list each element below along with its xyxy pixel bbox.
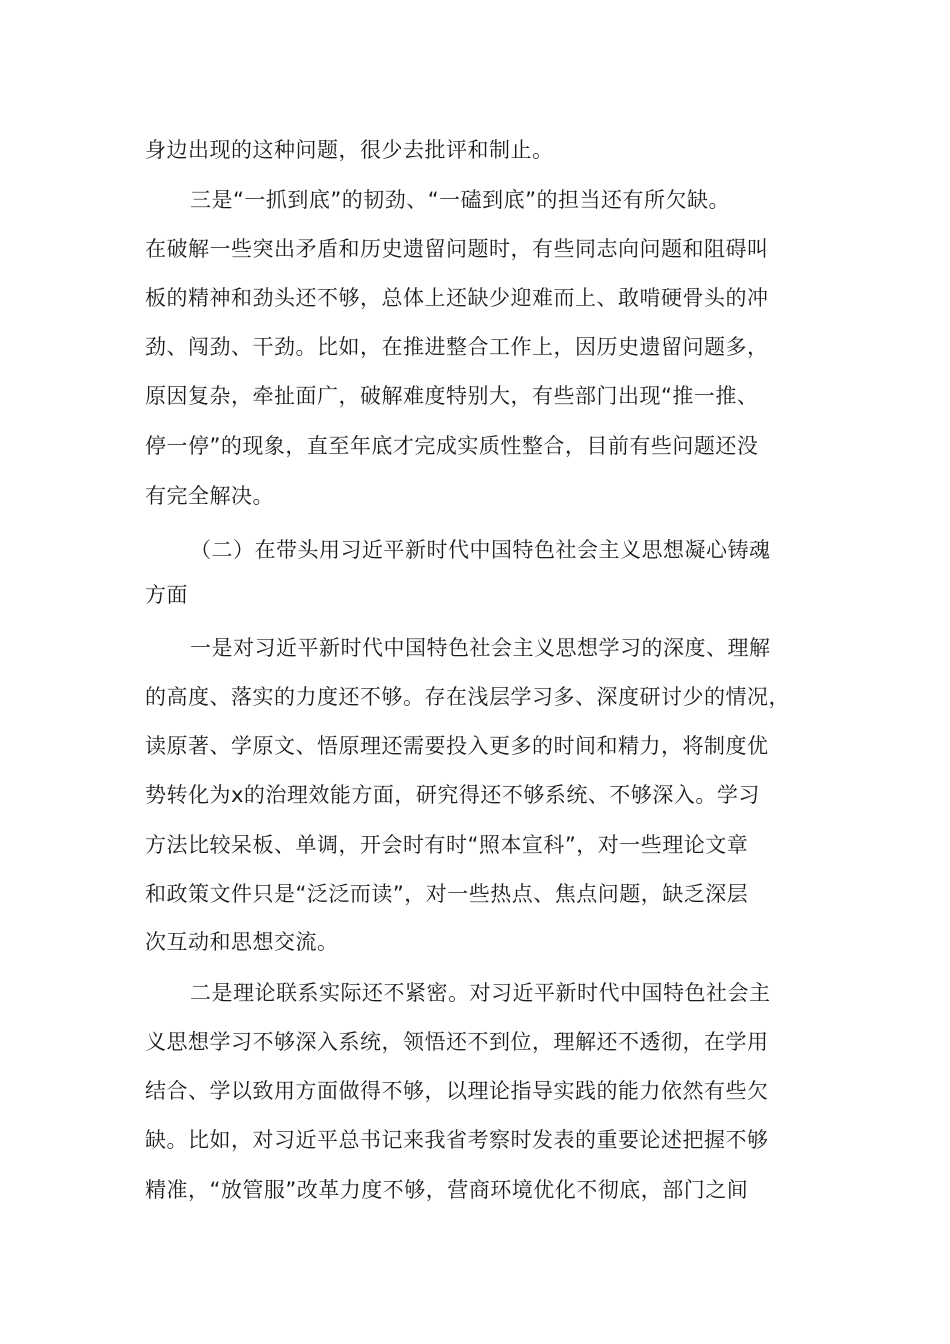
paragraph-line: 原因复杂，牵扯面广，破解难度特别大，有些部门出现“推一推、 xyxy=(145,384,759,408)
paragraph-line: 的高度、落实的力度还不够。存在浅层学习多、深度研讨少的情况， xyxy=(145,685,790,709)
paragraph-line: 有完全解决。 xyxy=(145,484,274,508)
paragraph-line: 势转化为x的治理效能方面，研究得还不够系统、不够深入。学习 xyxy=(145,783,760,807)
paragraph-line: 停一停”的现象，直至年底才完成实质性整合，目前有些问题还没 xyxy=(145,434,759,458)
paragraph-line: 三是“一抓到底”的韧劲、“一磕到底”的担当还有所欠缺。 xyxy=(190,188,731,212)
paragraph-line: 劲、闯劲、干劲。比如，在推进整合工作上，因历史遗留问题多， xyxy=(145,335,769,359)
section-heading: （二）在带头用习近平新时代中国特色社会主义思想凝心铸魂 xyxy=(190,538,771,562)
paragraph-line: 精准，“放管服”改革力度不够，营商环境优化不彻底，部门之间 xyxy=(145,1178,749,1202)
paragraph-line: 二是理论联系实际还不紧密。对习近平新时代中国特色社会主 xyxy=(190,981,771,1005)
paragraph-line: 身边出现的这种问题，很少去批评和制止。 xyxy=(145,138,554,162)
paragraph-line: 次互动和思想交流。 xyxy=(145,930,339,954)
paragraph-line: 结合、学以致用方面做得不够，以理论指导实践的能力依然有些欠 xyxy=(145,1079,769,1103)
paragraph-line: 方法比较呆板、单调，开会时有时“照本宣科”，对一些理论文章 xyxy=(145,833,749,857)
paragraph-line: 读原著、学原文、悟原理还需要投入更多的时间和精力，将制度优 xyxy=(145,734,769,758)
paragraph-line: 在破解一些突出矛盾和历史遗留问题时，有些同志向问题和阻碍叫 xyxy=(145,237,769,261)
section-heading: 方面 xyxy=(145,583,188,607)
paragraph-line: 一是对习近平新时代中国特色社会主义思想学习的深度、理解 xyxy=(190,636,771,660)
paragraph-line: 义思想学习不够深入系统，领悟还不到位，理解还不透彻，在学用 xyxy=(145,1030,769,1054)
paragraph-line: 板的精神和劲头还不够，总体上还缺少迎难而上、敢啃硬骨头的冲 xyxy=(145,286,769,310)
paragraph-line: 和政策文件只是“泛泛而读”，对一些热点、焦点问题，缺乏深层 xyxy=(145,882,749,906)
paragraph-line: 缺。比如，对习近平总书记来我省考察时发表的重要论述把握不够 xyxy=(145,1128,769,1152)
